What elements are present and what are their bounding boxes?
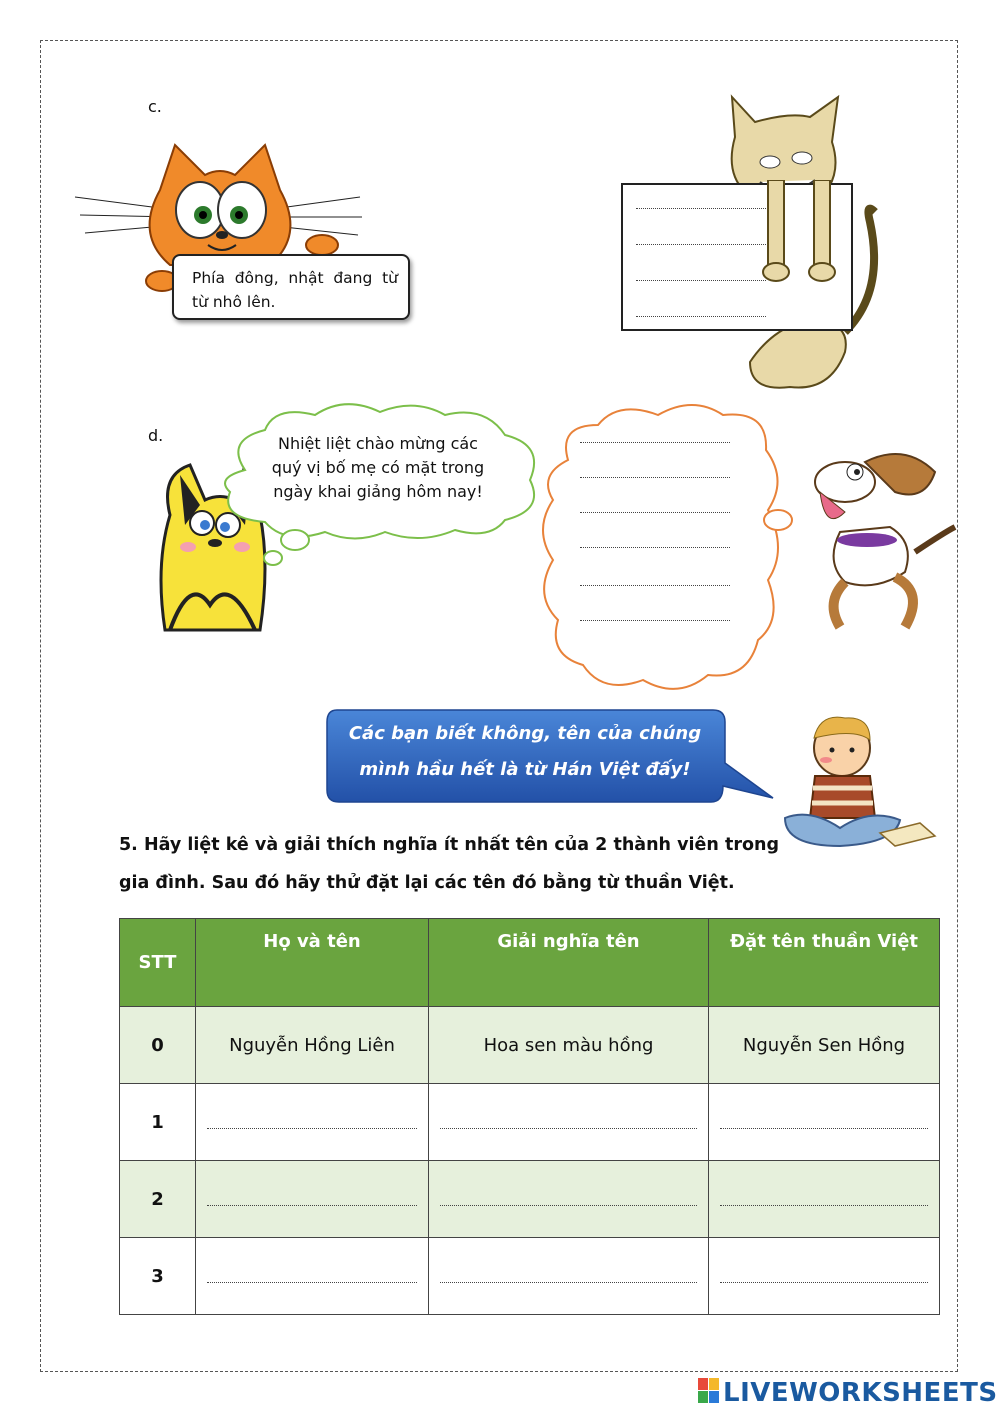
table-row — [120, 1238, 940, 1315]
pure-name-input-cell[interactable] — [709, 1084, 940, 1161]
brown-dog-illustration — [785, 432, 960, 632]
answer-line[interactable] — [580, 620, 730, 621]
row-number: 3 — [120, 1238, 196, 1315]
header-full-name: Họ và tên — [196, 919, 429, 1007]
meaning-input-cell[interactable] — [429, 1084, 709, 1161]
orange-thought-cloud — [528, 400, 793, 700]
dog-bubble-text: Nhiệt liệt chào mừng các quý vị bố mẹ có mặt trong ngày khai giảng hôm nay! — [271, 434, 485, 501]
table-row — [120, 1007, 940, 1084]
answer-line[interactable] — [636, 208, 766, 209]
row-number: 2 — [120, 1161, 196, 1238]
example-name: Nguyễn Hồng Liên — [196, 1007, 429, 1084]
names-table — [119, 918, 940, 1315]
meaning-input-cell[interactable] — [429, 1161, 709, 1238]
answer-line[interactable] — [636, 316, 766, 317]
cat-sign — [172, 254, 410, 320]
pure-name-input-cell[interactable] — [709, 1161, 940, 1238]
row-number: 1 — [120, 1084, 196, 1161]
header-stt: STT — [120, 919, 196, 1007]
section-c-label: c. — [148, 97, 162, 116]
meaning-input-cell[interactable] — [429, 1238, 709, 1315]
answer-line[interactable] — [636, 280, 766, 281]
answer-line[interactable] — [580, 585, 730, 586]
pure-name-input-cell[interactable] — [709, 1238, 940, 1315]
boy-bubble-text: Các bạn biết không, tên của chúng mình hầu hết là từ Hán Việt đấy! — [348, 723, 702, 780]
name-input-cell[interactable] — [196, 1084, 429, 1161]
liveworksheets-logo: LIVEWORKSHEETS — [698, 1378, 998, 1408]
example-pure-name: Nguyễn Sen Hồng — [709, 1007, 940, 1084]
header-meaning: Giải nghĩa tên — [429, 919, 709, 1007]
table-row — [120, 1084, 940, 1161]
answer-line[interactable] — [636, 244, 766, 245]
row-number: 0 — [120, 1007, 196, 1084]
liveworksheets-logo-icon — [698, 1378, 720, 1404]
answer-line[interactable] — [580, 512, 730, 513]
question-5-text: 5. Hãy liệt kê và giải thích nghĩa ít nhất tên của 2 thành viên trong gia đình. Sau đó hãy thử đặt lại các tên đó bằng từ thuần Việt. — [119, 835, 779, 893]
answer-line[interactable] — [580, 442, 730, 443]
cat-sign-text: Phía đông, nhật đang từ từ nhô lên. — [192, 269, 398, 311]
name-input-cell[interactable] — [196, 1161, 429, 1238]
example-meaning: Hoa sen màu hồng — [429, 1007, 709, 1084]
cat-arms — [760, 180, 850, 290]
section-d-label: d. — [148, 426, 164, 445]
name-input-cell[interactable] — [196, 1238, 429, 1315]
header-pure-viet-name: Đặt tên thuần Việt — [709, 919, 940, 1007]
answer-line[interactable] — [580, 547, 730, 548]
answer-line[interactable] — [580, 477, 730, 478]
table-row — [120, 1161, 940, 1238]
boy-illustration — [780, 708, 940, 853]
